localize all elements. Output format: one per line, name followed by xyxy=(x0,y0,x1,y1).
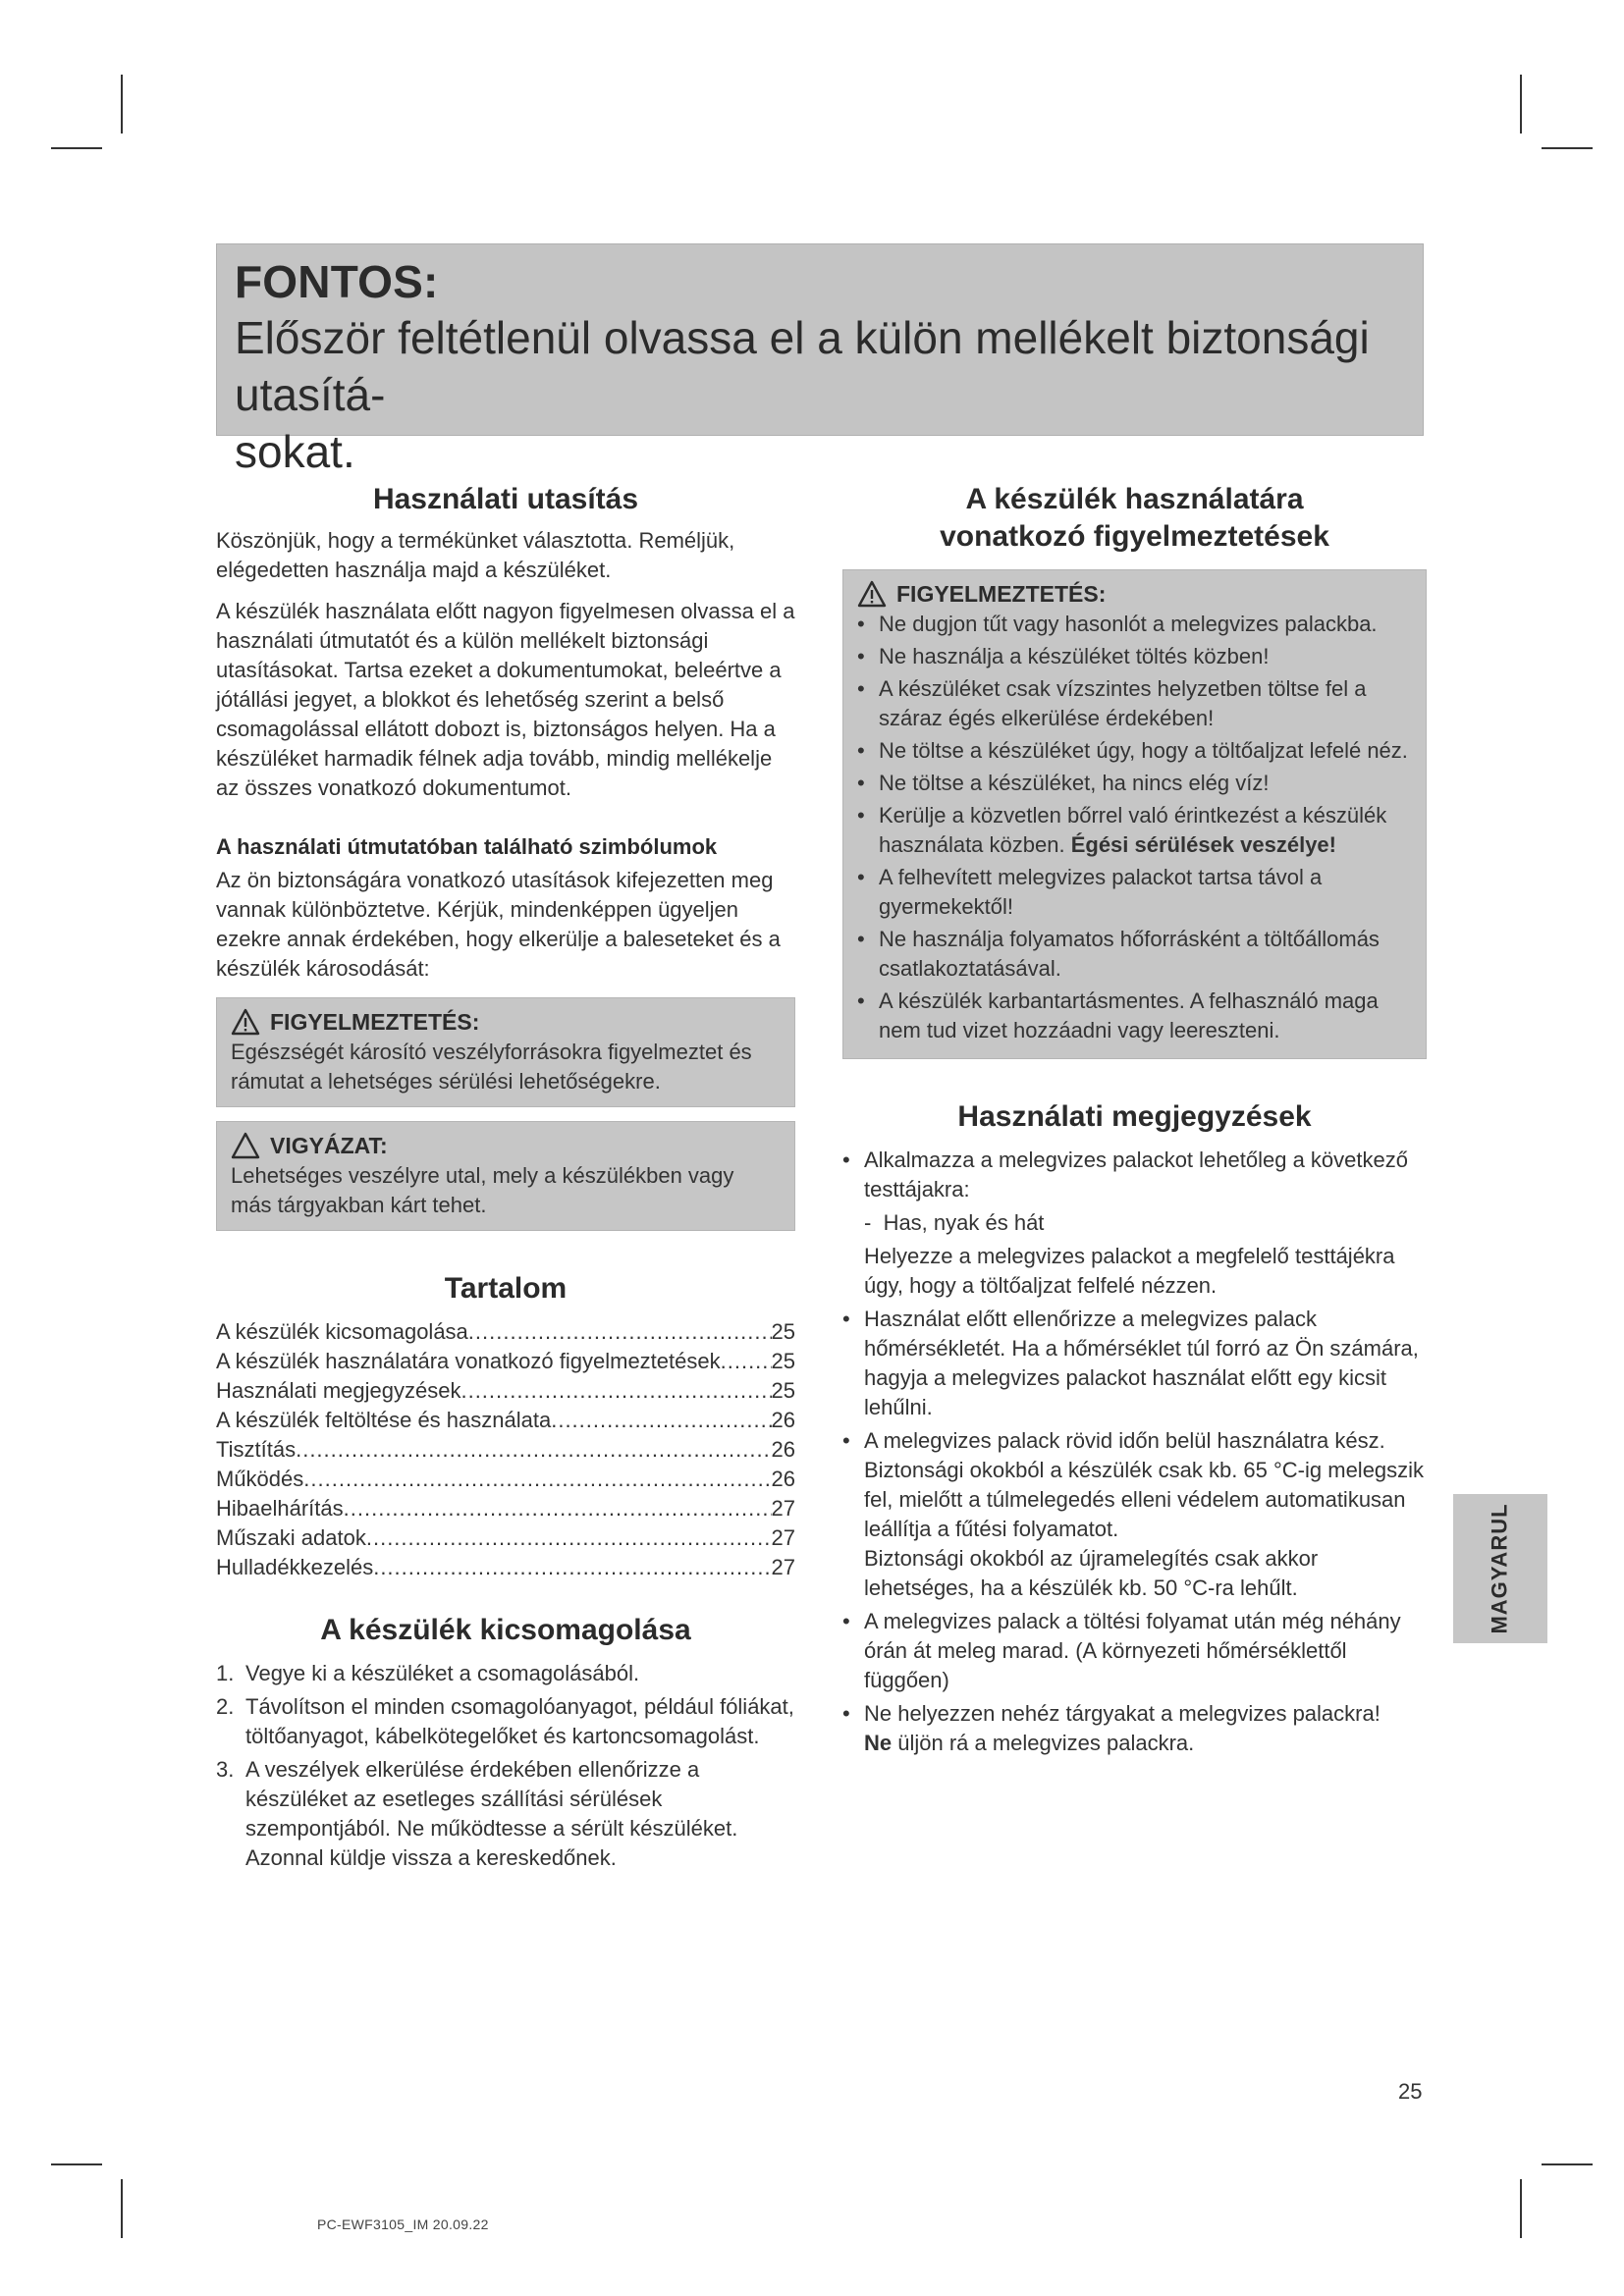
toc-entry: Működés ..... 26 xyxy=(216,1465,795,1494)
page-number: 25 xyxy=(1398,2079,1423,2104)
usage-warning-list xyxy=(857,610,1412,1045)
toc-entry: A készülék feltöltése és használata ..... 26 xyxy=(216,1406,795,1435)
crop-mark xyxy=(121,2179,123,2238)
usage-notes-list xyxy=(842,1146,1427,1758)
list-item: • A készülék karbantartásmentes. A felhasználó maga nem tud vizet hozzáadni vagy leereszteni. xyxy=(857,988,1379,1042)
list-item: • A készüléket csak vízszintes helyzetben töltse fel a száraz égés elkerülése érdekében! xyxy=(857,676,1367,730)
unpacking-steps xyxy=(216,1659,795,1873)
banner-line-2: sokat. xyxy=(235,426,355,477)
list-item: • Ne használja folyamatos hőforrásként a töltőállomás csatlakoztatásával. xyxy=(857,927,1380,981)
footer-code: PC-EWF3105_IM 20.09.22 xyxy=(317,2216,489,2232)
toc-entry: A készülék használatára vonatkozó figyelmeztetések ..... 25 xyxy=(216,1347,795,1376)
section-heading-notes: Használati megjegyzések xyxy=(957,1100,1312,1133)
crop-mark xyxy=(1520,2179,1522,2238)
burn-danger-text: Égési sérülések veszélye! xyxy=(1070,832,1336,857)
section-heading-contents: Tartalom xyxy=(444,1272,568,1305)
table-of-contents xyxy=(216,1317,795,1582)
warning-triangle-icon xyxy=(231,1008,260,1036)
list-item: • Alkalmazza a melegvizes palackot lehetőleg a következő testtájakra: - Has, nyak és hát Helyezze a melegvizes palackot a megfelelő testtájékra úgy, hogy a töltőaljzat felfelé nézzen. xyxy=(842,1148,1408,1298)
warning-box xyxy=(216,997,795,1107)
crop-mark xyxy=(1520,75,1522,133)
usage-warning-title-row xyxy=(857,578,1412,610)
toc-entry: Hibaelhárítás ..... 27 xyxy=(216,1494,795,1523)
banner-line-1: Először feltétlenül olvassa el a külön mellékelt biztonsági utasítá- xyxy=(235,312,1370,420)
list-item: • Ne helyezzen nehéz tárgyakat a melegvizes palackra! Ne üljön rá a melegvizes palackra. xyxy=(842,1701,1380,1755)
toc-entry: Műszaki adatok ..... 27 xyxy=(216,1523,795,1553)
list-item: 3. A veszélyek elkerülése érdekében ellenőrizze a készüléket az esetleges szállítási sérülések szempontjából. Ne működtesse a sérült készüléket. Azonnal küldje vissza a kereskedőnek. xyxy=(216,1757,738,1870)
crop-mark xyxy=(51,147,102,149)
caution-triangle-icon xyxy=(231,1132,260,1159)
crop-mark xyxy=(1542,2163,1593,2165)
warning-title: FIGYELMEZTETÉS: xyxy=(270,1009,480,1035)
warning-title-row xyxy=(231,1006,781,1038)
toc-entry: Hulladékkezelés ..... 27 xyxy=(216,1553,795,1582)
right-column xyxy=(842,481,1427,1762)
section-heading-instructions: Használati utasítás xyxy=(372,483,639,515)
list-item: • A felhevített melegvizes palackot tartsa távol a gyermekektől! xyxy=(857,865,1323,919)
list-item: • Ne használja a készüléket töltés közben! xyxy=(857,644,1270,668)
caution-title: VIGYÁZAT: xyxy=(270,1133,388,1158)
symbols-paragraph: Az ön biztonságára vonatkozó utasítások kifejezetten meg vannak különböztetve. Kérjük, mindenképpen ügyeljen ezekre annak érdekében, hogy elkerülje a baleseteket és a készülék károsodását: xyxy=(216,868,781,981)
warning-text: Egészségét károsító veszélyforrásokra figyelmeztet és rámutat a lehetséges sérülési lehetőségekre. xyxy=(231,1040,752,1094)
list-item: • Ne dugjon tűt vagy hasonlót a melegvizes palackba. xyxy=(857,612,1378,636)
intro-paragraph-2: A készülék használata előtt nagyon figyelmesen olvassa el a használati útmutatót és a külön mellékelt biztonsági utasításokat. Tartsa ezeket a dokumentumokat, beleértve a jótállási jegyet, a blokkot és lehetőség szerint a belső csomagolással ellátott dobozt is, biztonságos helyen. Ha a készüléket harmadik félnek adja tovább, mindig mellékelje az összes vonatkozó dokumentumot. xyxy=(216,599,795,800)
crop-mark xyxy=(1542,147,1593,149)
language-tab xyxy=(1453,1494,1547,1643)
list-item: 2. Távolítson el minden csomagolóanyagot, például fóliákat, töltőanyagot, kábelkötegelőket és kartoncsomagolást. xyxy=(216,1694,794,1748)
section-heading-warnings-1: A készülék használatára xyxy=(965,483,1304,515)
usage-warning-title: FIGYELMEZTETÉS: xyxy=(896,581,1107,607)
warning-triangle-icon xyxy=(857,580,887,608)
caution-box xyxy=(216,1121,795,1231)
crop-mark xyxy=(51,2163,102,2165)
language-label: MAGYARUL xyxy=(1488,1503,1512,1634)
crop-mark xyxy=(121,75,123,133)
list-item: • A melegvizes palack a töltési folyamat után még néhány órán át meleg marad. (A környezeti hőmérséklettől függően) xyxy=(842,1609,1401,1692)
toc-entry: A készülék kicsomagolása ..... 25 xyxy=(216,1317,795,1347)
caution-title-row xyxy=(231,1130,781,1161)
section-heading-warnings-2: vonatkozó figyelmeztetések xyxy=(940,520,1329,553)
list-item: • Használat előtt ellenőrizze a melegvizes palack hőmérsékletét. Ha a hőmérséklet túl forró az Ön számára, hagyja a melegvizes palackot használat előtt egy kicsit lehűlni. xyxy=(842,1307,1419,1419)
usage-warning-box xyxy=(842,569,1427,1059)
toc-entry: Tisztítás ..... 26 xyxy=(216,1435,795,1465)
left-column xyxy=(216,481,795,1877)
symbols-heading: A használati útmutatóban található szimbólumok xyxy=(216,834,718,859)
list-item: 1. Vegye ki a készüléket a csomagolásából. xyxy=(216,1661,640,1685)
list-item: • Ne töltse a készüléket úgy, hogy a töltőaljzat lefelé néz. xyxy=(857,738,1408,763)
caution-text: Lehetséges veszélyre utal, mely a készülékben vagy más tárgyakban kárt tehet. xyxy=(231,1163,734,1217)
list-item: • A melegvizes palack rövid időn belül használatra kész. Biztonsági okokból a készülék csak kb. 65 °C-ig melegszik fel, mielőtt a túlmelegedés elleni védelem automatikusan leállítja a fűtési folyamatot. Biztonsági okokból az újramelegítés csak akkor lehetséges, ha a készülék kb. 50 °C-ra lehűlt. xyxy=(842,1428,1425,1600)
banner-title: FONTOS: xyxy=(235,256,439,307)
list-item: • Ne töltse a készüléket, ha nincs elég víz! xyxy=(857,771,1270,795)
list-item: • Kerülje a közvetlen bőrrel való érintkezést a készülék használata közben. Égési sérülések veszélye! xyxy=(857,803,1387,857)
toc-entry: Használati megjegyzések ..... 25 xyxy=(216,1376,795,1406)
important-banner xyxy=(216,243,1424,477)
intro-paragraph-1: Köszönjük, hogy a termékünket választotta. Reméljük, elégedetten használja majd a készüléket. xyxy=(216,528,735,582)
section-heading-unpacking: A készülék kicsomagolása xyxy=(320,1614,691,1646)
